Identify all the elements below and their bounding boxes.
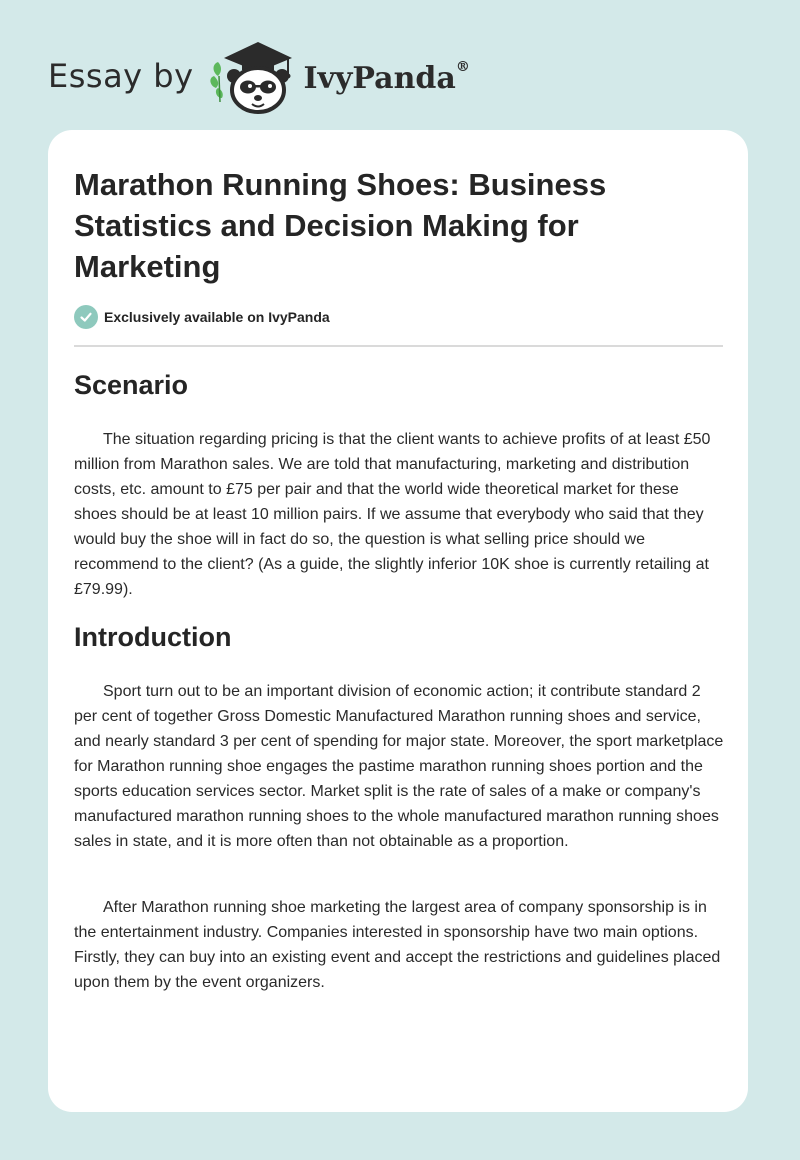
site-header (48, 36, 470, 116)
introduction-paragraph-1: Sport turn out to be an important division of economic action; it contribute standard 2 per cent of together Gross Domestic Manufactured Marathon running shoes and service, and nearly standard 3 per cent of spending for major state. Moreover, the sport marketplace for Marathon running shoe engages the pastime marathon running shoes portion and the sports education services sector. Market split is the rate of sales of a make or company's manufactured marathon running shoes to the whole manufactured marathon running shoes sales in state, and it is more often than not obtainable as a proportion. (74, 683, 724, 850)
section-heading-scenario: Scenario (74, 370, 189, 400)
section-heading-introduction: Introduction (74, 622, 232, 652)
page-title: Marathon Running Shoes: Business Statistics and Decision Making for Marketing (74, 167, 607, 284)
exclusive-label: Exclusively available on IvyPanda (104, 309, 330, 325)
essay-by-label: Essay by (48, 57, 194, 95)
divider (74, 345, 723, 347)
registered-mark: ® (455, 58, 470, 75)
brand-name: IvyPanda (303, 60, 456, 96)
check-icon (74, 305, 98, 329)
essay-card (48, 130, 748, 1112)
scenario-paragraph: The situation regarding pricing is that the client wants to achieve profits of at least £50 million from Marathon sales. We are told that manufacturing, marketing and distribution costs, etc. amount to £75 per pair and that the world wide theoretical market for these shoes should be at least 10 million pairs. If we assume that everybody who said that they would buy the shoe will in fact do so, the question is what selling price should we recommend to the client? (As a guide, the slightly inferior 10K shoe is currently retailing at £79.99). (74, 431, 711, 598)
exclusive-badge (74, 305, 330, 329)
panda-graduate-icon[interactable] (208, 36, 300, 116)
brand-logo-text[interactable] (303, 58, 470, 96)
introduction-paragraph-2: After Marathon running shoe marketing the largest area of company sponsorship is in the entertainment industry. Companies interested in sponsorship have two main options. Firstly, they can buy into an existing event and accept the restrictions and guidelines placed upon them by the event organizers. (74, 899, 721, 991)
